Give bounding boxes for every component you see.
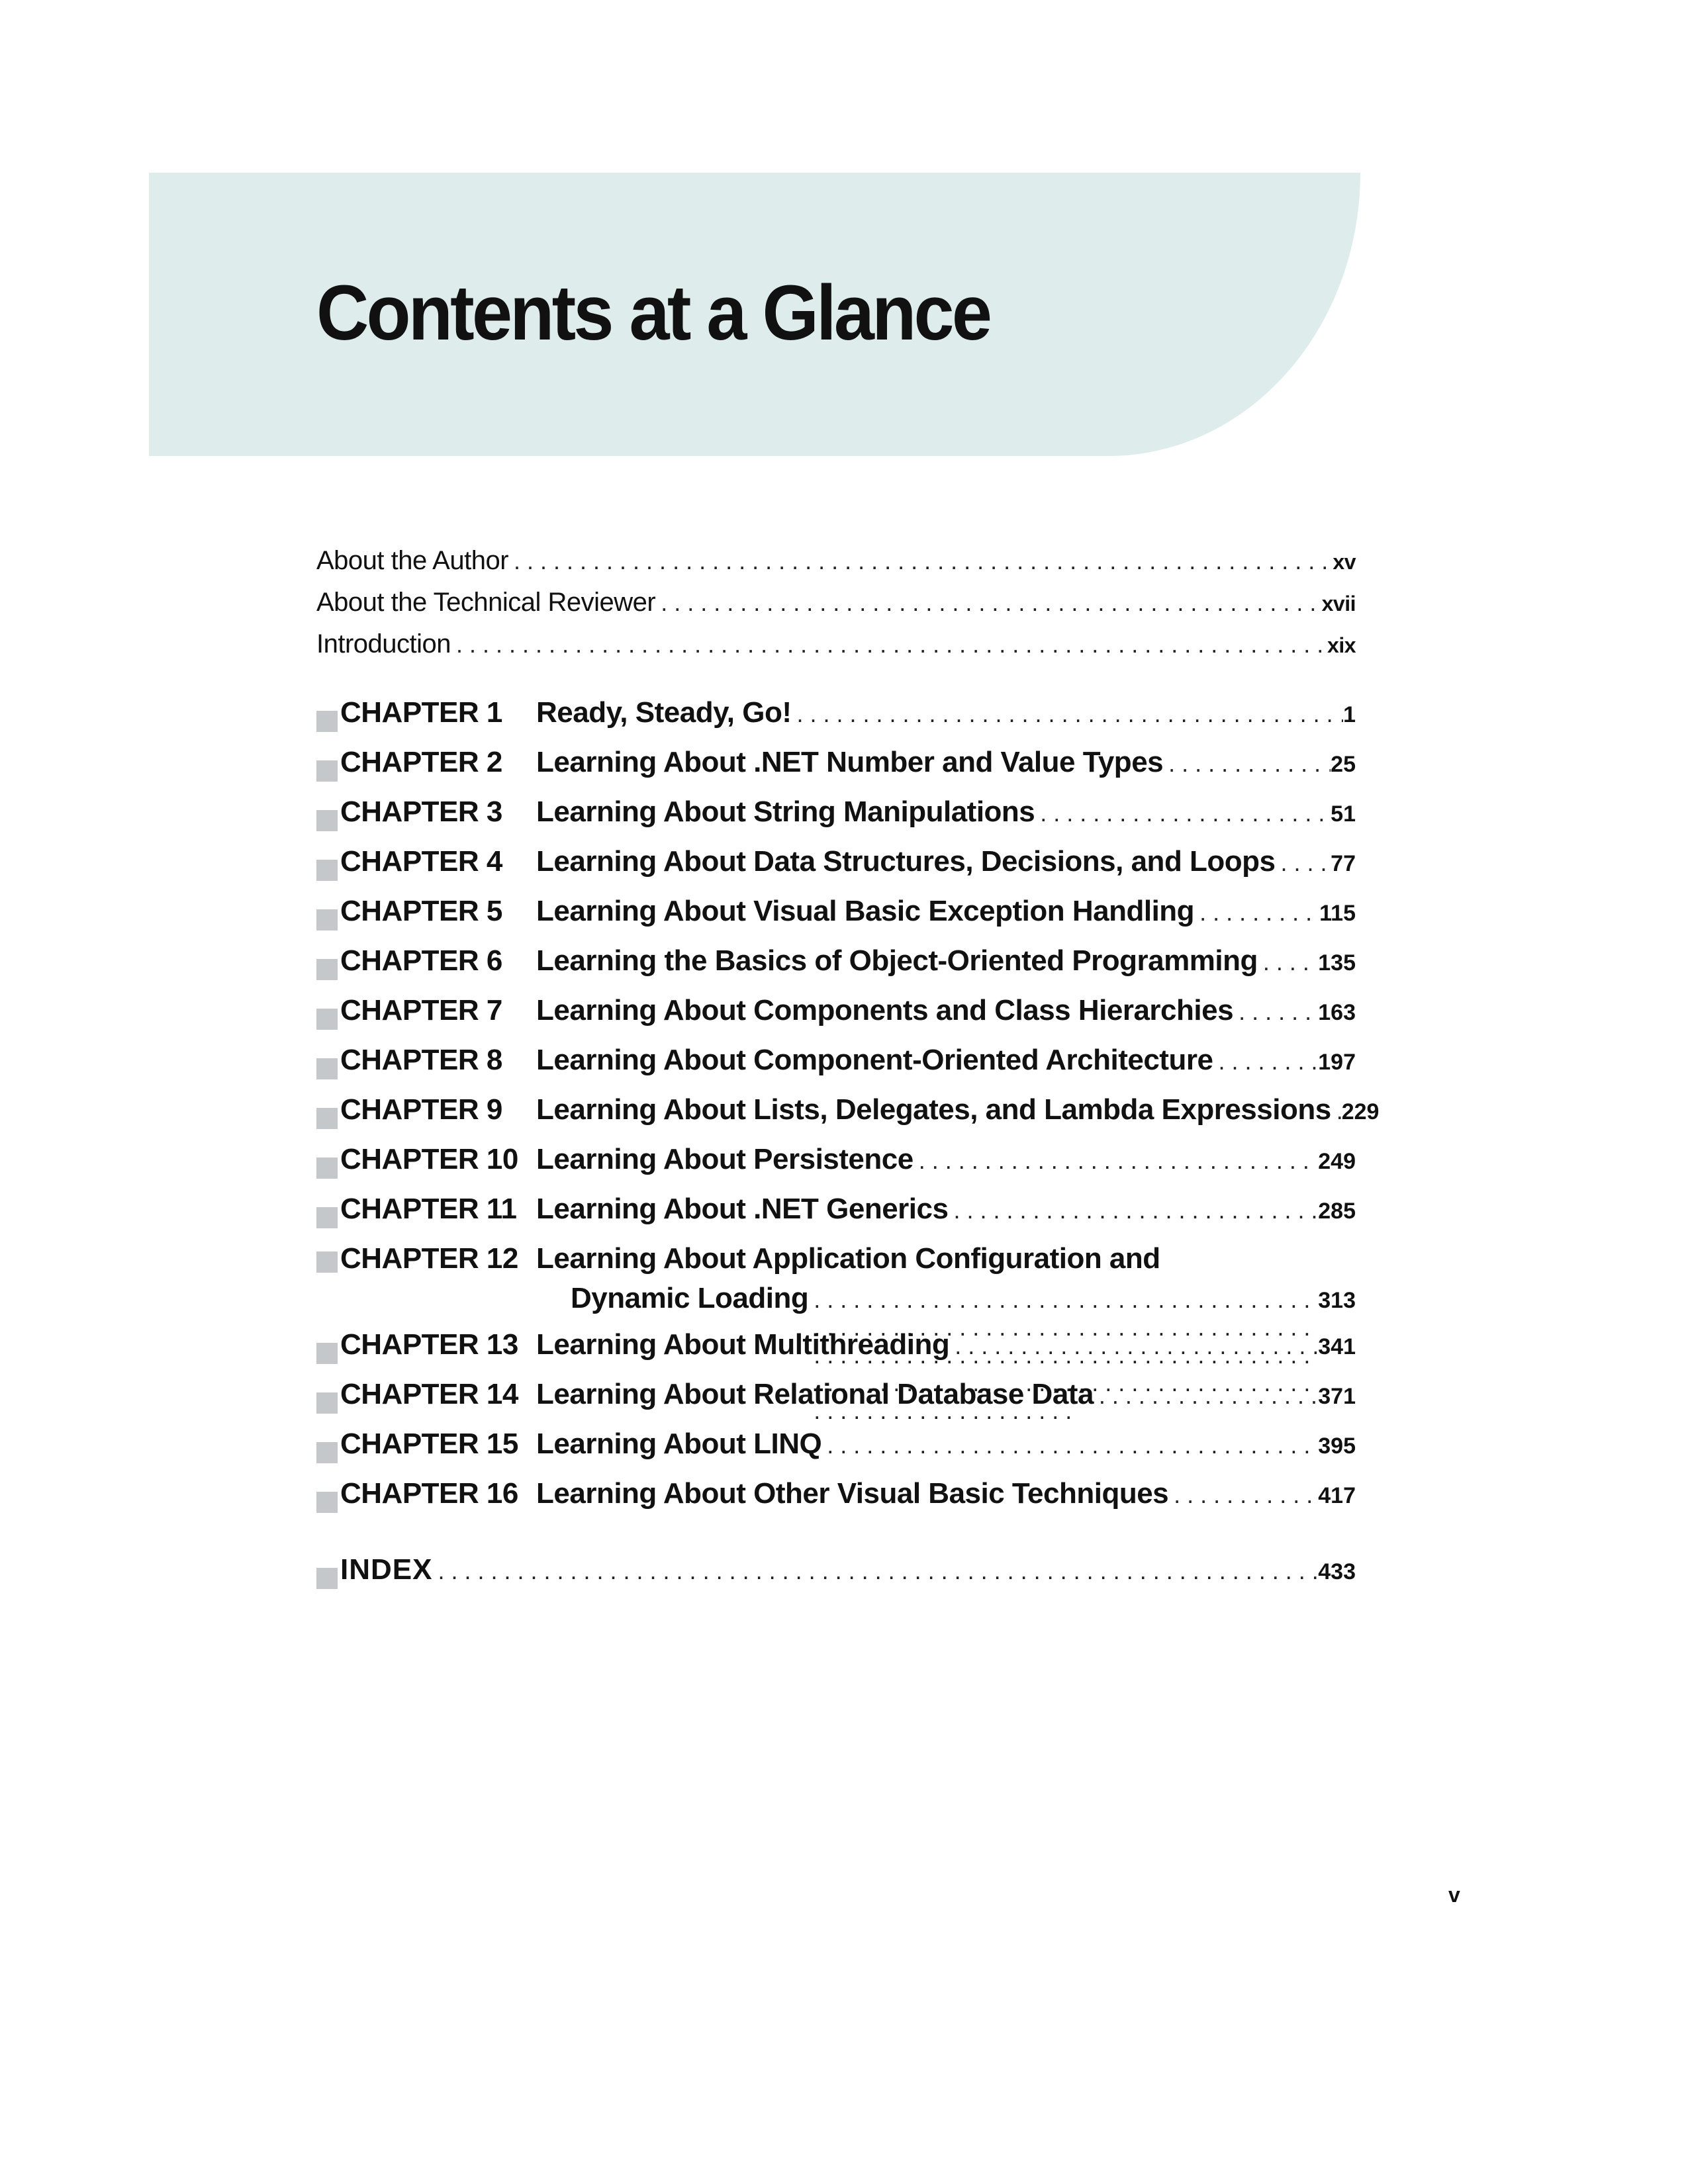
chapter-label: CHAPTER 16 (340, 1477, 518, 1510)
toc-chapter-10[interactable] (316, 1143, 1356, 1193)
toc-page-number: 395 (1318, 1433, 1356, 1459)
dot-leader (948, 1197, 1318, 1224)
dot-leader (1233, 998, 1318, 1026)
chapter-label: CHAPTER 14 (340, 1378, 518, 1410)
chapter-title: Learning About Visual Basic Exception Handling (536, 895, 1195, 927)
chapter-label: CHAPTER 9 (340, 1093, 502, 1126)
toc-entry-label: Introduction (316, 629, 451, 659)
chapter-label: CHAPTER 15 (340, 1428, 518, 1460)
toc-page-number: xv (1333, 550, 1356, 574)
toc-page-number: 197 (1318, 1050, 1356, 1075)
chapter-title: Learning About Other Visual Basic Techniques (536, 1477, 1169, 1510)
toc-page-number: 249 (1318, 1149, 1356, 1174)
chapter-title: Learning About Application Configuration and (536, 1242, 1160, 1275)
chapter-title: Learning About String Manipulations (536, 796, 1035, 828)
toc-page-number: 1 (1343, 702, 1356, 727)
toc-page-number: 313 (1318, 1288, 1356, 1313)
dot-leader (1163, 750, 1331, 778)
toc-page-number: 115 (1319, 901, 1356, 926)
chapter-label: CHAPTER 5 (340, 895, 502, 927)
chapter-title: Learning About Component-Oriented Architecture (536, 1044, 1213, 1076)
chapter-label: CHAPTER 4 (340, 845, 502, 878)
chapter-title: Learning About Data Structures, Decisions, and Loops (536, 845, 1276, 878)
chapter-label: CHAPTER 11 (340, 1193, 517, 1225)
dot-leader (949, 1332, 1318, 1360)
chapter-label: CHAPTER 6 (340, 944, 502, 977)
square-bullet-icon (316, 959, 338, 980)
chapter-title: Learning About .NET Number and Value Types (536, 746, 1164, 778)
toc-chapter-12[interactable] (316, 1242, 1356, 1328)
dot-leader (1258, 948, 1318, 976)
toc-page-number: 285 (1318, 1199, 1356, 1224)
toc-page-number: 51 (1331, 801, 1356, 827)
toc-page-number: xix (1327, 633, 1356, 657)
toc-page-number: 341 (1318, 1334, 1356, 1359)
toc-page-number: 371 (1318, 1384, 1356, 1409)
page-folio: v (1448, 1883, 1460, 1907)
toc-chapter-15[interactable] (316, 1428, 1356, 1477)
square-bullet-icon (316, 1251, 338, 1273)
square-bullet-icon (316, 1108, 338, 1129)
square-bullet-icon (316, 1207, 338, 1228)
section-spacer (316, 671, 1356, 696)
chapter-title: Learning About LINQ (536, 1428, 822, 1460)
toc-entry-label: About the Technical Reviewer (316, 588, 656, 617)
square-bullet-icon (316, 1009, 338, 1030)
dot-leader (821, 1432, 1318, 1459)
toc-chapter-11[interactable] (316, 1193, 1356, 1242)
chapter-title: Ready, Steady, Go! (536, 696, 792, 729)
toc-page-number: 77 (1331, 851, 1356, 876)
chapter-label: CHAPTER 7 (340, 994, 502, 1026)
chapter-title: Learning About Components and Class Hierarchies (536, 994, 1234, 1026)
chapter-label: CHAPTER 12 (340, 1242, 518, 1275)
toc-entry-index[interactable] (316, 1553, 1356, 1603)
dot-leader (508, 547, 1333, 575)
toc-page-number: 163 (1318, 1000, 1356, 1025)
square-bullet-icon (316, 760, 338, 782)
square-bullet-icon (316, 909, 338, 931)
toc-page-number: xvii (1321, 592, 1356, 615)
chapter-title: Learning the Basics of Object-Oriented Programming (536, 944, 1258, 977)
toc-chapter-9[interactable] (316, 1093, 1380, 1143)
toc-entry-about-author[interactable] (316, 546, 1356, 588)
square-bullet-icon (316, 1392, 338, 1414)
toc-page-number: 229 (1341, 1099, 1380, 1124)
chapter-title: Learning About Multithreading (536, 1328, 950, 1361)
table-of-contents (316, 546, 1380, 1603)
chapter-label: CHAPTER 13 (340, 1328, 518, 1361)
toc-page-number: 417 (1318, 1483, 1356, 1508)
square-bullet-icon (316, 1058, 338, 1079)
toc-entry-label: About the Author (316, 546, 509, 575)
dot-leader (914, 1147, 1319, 1175)
chapter-label: CHAPTER 10 (340, 1143, 518, 1175)
chapter-label: CHAPTER 1 (340, 696, 502, 729)
toc-chapter-16[interactable] (316, 1477, 1356, 1527)
toc-chapter-1[interactable] (316, 696, 1356, 746)
dot-leader (1168, 1481, 1318, 1509)
square-bullet-icon (316, 1492, 338, 1513)
toc-chapter-2[interactable] (316, 746, 1356, 796)
toc-chapter-7[interactable] (316, 994, 1356, 1044)
square-bullet-icon (316, 1343, 338, 1364)
chapter-label: CHAPTER 2 (340, 746, 502, 778)
chapter-title: Learning About Lists, Delegates, and Lambda Expressions (536, 1093, 1331, 1126)
dot-leader (1213, 1048, 1318, 1075)
toc-entry-introduction[interactable] (316, 629, 1356, 671)
chapter-title: Learning About Persistence (536, 1143, 914, 1175)
index-label: INDEX (340, 1553, 433, 1586)
chapter-label: CHAPTER 8 (340, 1044, 502, 1076)
chapter-title-continuation: Dynamic Loading (571, 1282, 809, 1314)
toc-page-number: 135 (1318, 950, 1356, 976)
dot-leader (1194, 899, 1319, 927)
dot-leader (1331, 1097, 1342, 1125)
dot-leader (432, 1557, 1318, 1585)
toc-page-number: 25 (1331, 752, 1356, 777)
toc-entry-about-reviewer[interactable] (316, 588, 1356, 629)
square-bullet-icon (316, 1568, 338, 1589)
dot-leader (1035, 799, 1331, 827)
toc-chapter-3[interactable] (316, 796, 1356, 845)
toc-chapter-5[interactable] (316, 895, 1356, 944)
square-bullet-icon (316, 810, 338, 831)
dot-leader (791, 700, 1343, 728)
toc-chapter-6[interactable] (316, 944, 1356, 994)
page-title: Contents at a Glance (316, 269, 990, 357)
chapter-label: CHAPTER 3 (340, 796, 502, 828)
toc-chapter-8[interactable] (316, 1044, 1356, 1093)
square-bullet-icon (316, 1158, 338, 1179)
toc-chapter-4[interactable] (316, 845, 1356, 895)
square-bullet-icon (316, 860, 338, 881)
square-bullet-icon (316, 1442, 338, 1463)
dot-leader (451, 631, 1327, 659)
dot-leader (655, 589, 1321, 617)
square-bullet-icon (316, 711, 338, 732)
chapter-title: Learning About Relational Database Data (536, 1378, 1094, 1410)
section-spacer (316, 1527, 1356, 1553)
toc-page-number: 433 (1318, 1559, 1356, 1584)
dot-leader (1276, 849, 1331, 877)
chapter-title: Learning About .NET Generics (536, 1193, 949, 1225)
dot-leader (1094, 1382, 1318, 1410)
